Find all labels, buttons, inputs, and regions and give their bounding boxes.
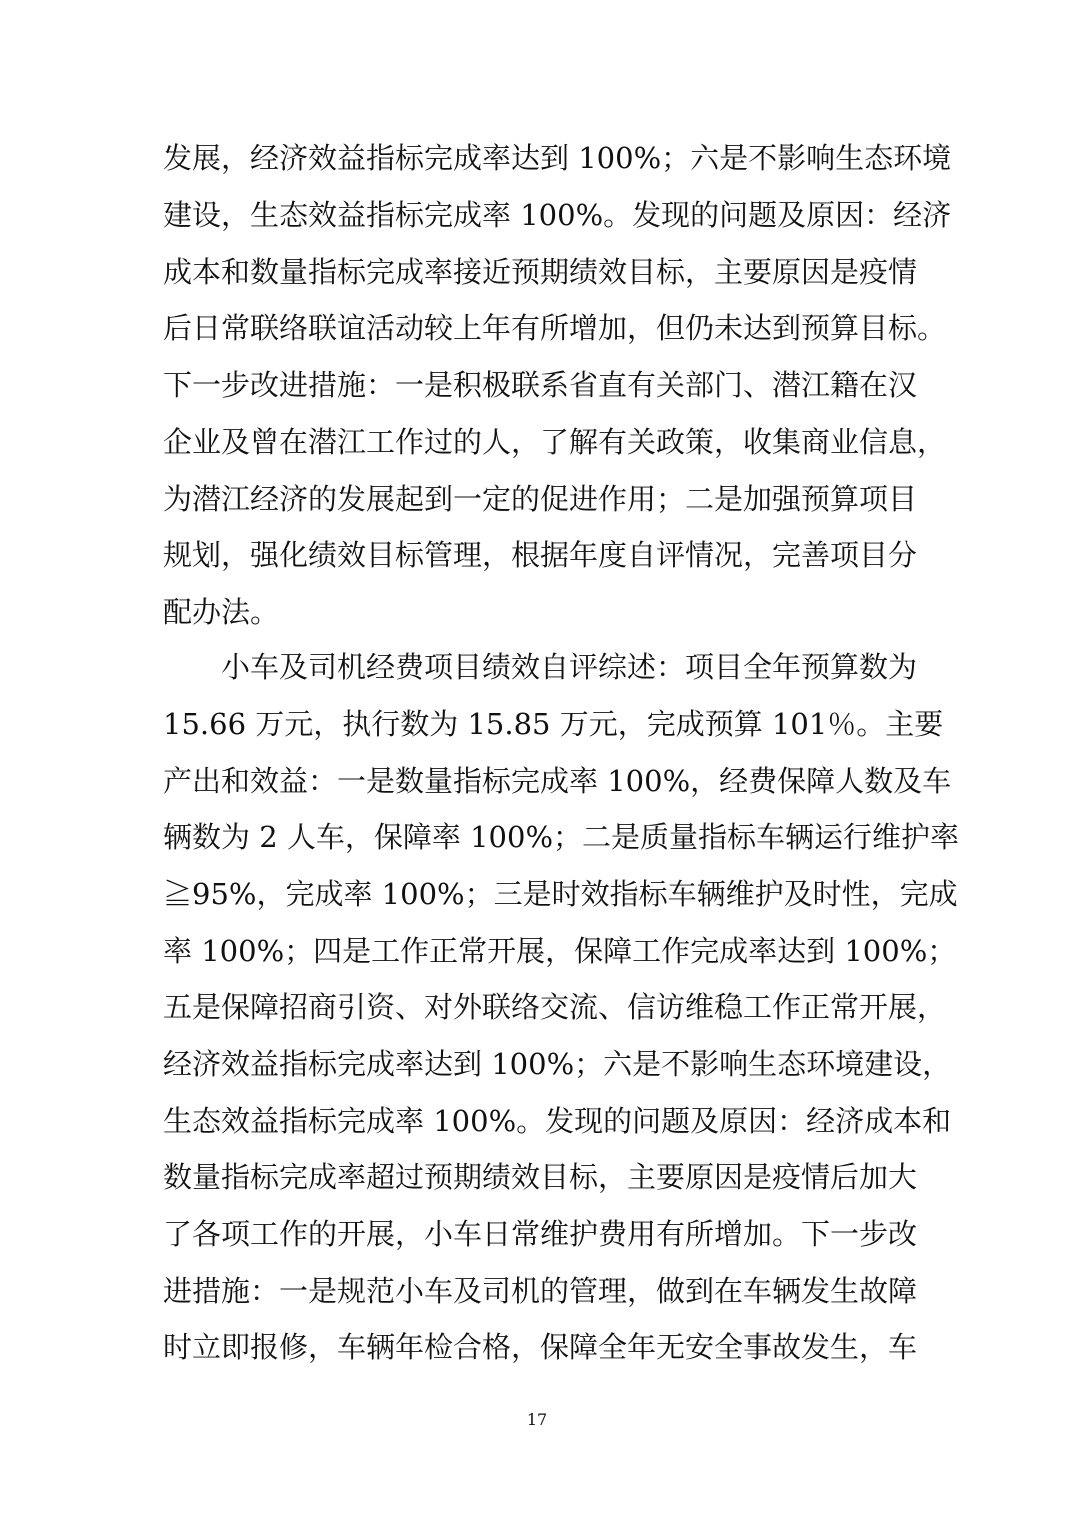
paragraph-line: 15.66 万元，执行数为 15.85 万元，完成预算 101％。主要 <box>163 707 944 741</box>
paragraph-line: 规划，强化绩效目标管理，根据年度自评情况，完善项目分 <box>163 538 918 572</box>
paragraph-line: 五是保障招商引资、对外联络交流、信访维稳工作正常开展， <box>163 990 947 1024</box>
paragraph-first-line: 小车及司机经费项目绩效自评综述：项目全年预算数为 <box>221 650 918 684</box>
paragraph-line: 辆数为 2 人车，保障率 100%；二是质量指标车辆运行维护率 <box>163 820 960 854</box>
paragraph-line: 时立即报修，车辆年检合格，保障全年无安全事故发生，车 <box>163 1330 918 1364</box>
paragraph-line: 了各项工作的开展，小车日常维护费用有所增加。下一步改 <box>163 1217 918 1251</box>
paragraph-line: 数量指标完成率超过预期绩效目标，主要原因是疫情后加大 <box>163 1160 918 1194</box>
paragraph-line: 成本和数量指标完成率接近预期绩效目标，主要原因是疫情 <box>163 255 918 289</box>
paragraph-line: 后日常联络联谊活动较上年有所增加，但仍未达到预算目标。 <box>163 311 947 345</box>
paragraph-line: ≧95%，完成率 100%；三是时效指标车辆维护及时性，完成 <box>163 877 958 911</box>
paragraph-line: 为潜江经济的发展起到一定的促进作用；二是加强预算项目 <box>163 482 918 516</box>
paragraph-line: 建设，生态效益指标完成率 100%。发现的问题及原因：经济 <box>163 198 952 232</box>
paragraph-line: 下一步改进措施：一是积极联系省直有关部门、潜江籍在汉 <box>163 368 918 402</box>
paragraph-line: 配办法。 <box>163 595 280 629</box>
page-number: 17 <box>526 1410 548 1429</box>
paragraph-line: 经济效益指标完成率达到 100%；六是不影响生态环境建设， <box>163 1047 952 1081</box>
paragraph-line: 发展，经济效益指标完成率达到 100%；六是不影响生态环境 <box>163 141 952 175</box>
paragraph-line: 率 100%；四是工作正常开展，保障工作完成率达到 100%； <box>163 934 957 968</box>
paragraph-line: 进措施：一是规范小车及司机的管理，做到在车辆发生故障 <box>163 1274 918 1308</box>
paragraph-line: 产出和效益：一是数量指标完成率 100%，经费保障人数及车 <box>163 764 952 798</box>
paragraph-line: 生态效益指标完成率 100%。发现的问题及原因：经济成本和 <box>163 1104 952 1138</box>
paragraph-line: 企业及曾在潜江工作过的人，了解有关政策，收集商业信息， <box>163 425 947 459</box>
